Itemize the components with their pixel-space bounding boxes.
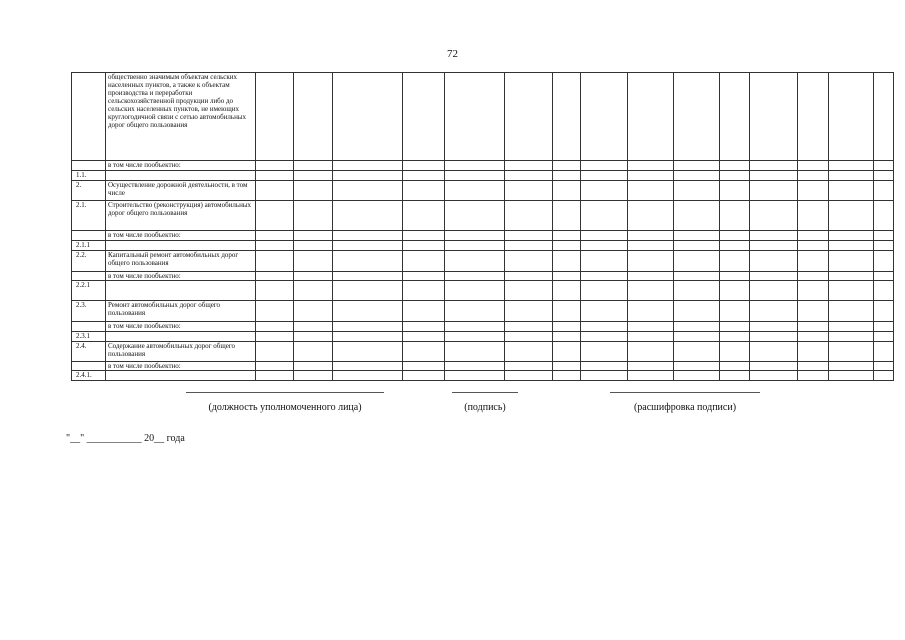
value-cell [403, 362, 445, 371]
value-cell [829, 332, 874, 342]
value-cell [553, 272, 581, 281]
value-cell [798, 171, 829, 181]
value-cell [720, 301, 750, 322]
value-cell [553, 342, 581, 362]
value-cell [581, 301, 628, 322]
table-row [72, 161, 894, 171]
row-number: 2.2. [72, 251, 106, 272]
value-cell [294, 272, 333, 281]
value-cell [720, 272, 750, 281]
value-cell [798, 322, 829, 332]
value-cell [256, 272, 294, 281]
value-cell [256, 362, 294, 371]
value-cell [874, 342, 894, 362]
table-row [72, 301, 894, 322]
value-cell [445, 342, 505, 362]
value-cell [720, 241, 750, 251]
value-cell [628, 362, 674, 371]
value-cell [720, 281, 750, 301]
value-cell [553, 371, 581, 381]
value-cell [750, 251, 798, 272]
value-cell [674, 342, 720, 362]
value-cell [874, 371, 894, 381]
value-cell [829, 281, 874, 301]
value-cell [553, 281, 581, 301]
value-cell [294, 371, 333, 381]
value-cell [628, 322, 674, 332]
row-description: Содержание автомобильных дорог общего пользования [106, 342, 256, 362]
value-cell [581, 241, 628, 251]
value-cell [256, 201, 294, 231]
value-cell [294, 161, 333, 171]
value-cell [445, 231, 505, 241]
signature-block [0, 392, 905, 422]
value-cell [829, 371, 874, 381]
value-cell [256, 73, 294, 161]
value-cell [403, 332, 445, 342]
value-cell [445, 161, 505, 171]
value-cell [798, 362, 829, 371]
value-cell [445, 171, 505, 181]
table-row [72, 231, 894, 241]
value-cell [674, 201, 720, 231]
value-cell [874, 241, 894, 251]
value-cell [505, 231, 553, 241]
value-cell [294, 241, 333, 251]
value-cell [829, 241, 874, 251]
value-cell [445, 332, 505, 342]
value-cell [674, 161, 720, 171]
value-cell [750, 231, 798, 241]
value-cell [256, 161, 294, 171]
value-cell [581, 171, 628, 181]
table-row [72, 332, 894, 342]
value-cell [333, 342, 403, 362]
value-cell [829, 362, 874, 371]
row-number: 2.4. [72, 342, 106, 362]
value-cell [628, 181, 674, 201]
report-table [71, 72, 894, 381]
value-cell [628, 241, 674, 251]
value-cell [294, 362, 333, 371]
value-cell [829, 201, 874, 231]
table-row [72, 371, 894, 381]
value-cell [256, 181, 294, 201]
position-line [186, 392, 384, 393]
value-cell [505, 371, 553, 381]
value-cell [445, 251, 505, 272]
date-line: "__" ___________ 20__ года [66, 433, 185, 444]
value-cell [874, 332, 894, 342]
value-cell [333, 161, 403, 171]
row-number [72, 362, 106, 371]
row-number: 2.4.1. [72, 371, 106, 381]
value-cell [553, 322, 581, 332]
value-cell [720, 322, 750, 332]
value-cell [798, 201, 829, 231]
value-cell [674, 73, 720, 161]
row-description: в том числе пообъектно: [106, 362, 256, 371]
value-cell [628, 161, 674, 171]
value-cell [628, 342, 674, 362]
value-cell [874, 73, 894, 161]
value-cell [750, 161, 798, 171]
value-cell [829, 342, 874, 362]
value-cell [874, 251, 894, 272]
value-cell [505, 332, 553, 342]
value-cell [798, 272, 829, 281]
value-cell [403, 181, 445, 201]
value-cell [750, 171, 798, 181]
value-cell [750, 332, 798, 342]
value-cell [553, 73, 581, 161]
value-cell [333, 371, 403, 381]
value-cell [333, 231, 403, 241]
value-cell [829, 171, 874, 181]
value-cell [445, 73, 505, 161]
value-cell [750, 73, 798, 161]
value-cell [294, 301, 333, 322]
value-cell [750, 281, 798, 301]
value-cell [505, 201, 553, 231]
value-cell [505, 73, 553, 161]
value-cell [294, 322, 333, 332]
value-cell [256, 301, 294, 322]
value-cell [403, 171, 445, 181]
value-cell [445, 272, 505, 281]
value-cell [674, 171, 720, 181]
value-cell [628, 231, 674, 241]
value-cell [256, 241, 294, 251]
value-cell [333, 301, 403, 322]
value-cell [798, 181, 829, 201]
value-cell [256, 251, 294, 272]
row-description: Капитальный ремонт автомобильных дорог общего пользования [106, 251, 256, 272]
page-number: 72 [447, 48, 458, 60]
value-cell [333, 201, 403, 231]
value-cell [403, 251, 445, 272]
value-cell [505, 272, 553, 281]
value-cell [256, 281, 294, 301]
table-row [72, 281, 894, 301]
value-cell [505, 171, 553, 181]
row-description: в том числе пообъектно: [106, 272, 256, 281]
value-cell [720, 371, 750, 381]
value-cell [256, 371, 294, 381]
value-cell [874, 201, 894, 231]
decoding-line [610, 392, 760, 393]
table-row [72, 181, 894, 201]
value-cell [553, 171, 581, 181]
value-cell [581, 251, 628, 272]
value-cell [403, 73, 445, 161]
value-cell [720, 251, 750, 272]
value-cell [750, 181, 798, 201]
value-cell [628, 371, 674, 381]
value-cell [445, 301, 505, 322]
row-description [106, 371, 256, 381]
value-cell [798, 251, 829, 272]
value-cell [256, 322, 294, 332]
value-cell [505, 301, 553, 322]
value-cell [798, 342, 829, 362]
value-cell [445, 201, 505, 231]
value-cell [505, 161, 553, 171]
value-cell [720, 231, 750, 241]
value-cell [553, 332, 581, 342]
row-number [72, 73, 106, 161]
value-cell [720, 161, 750, 171]
value-cell [874, 161, 894, 171]
value-cell [581, 322, 628, 332]
value-cell [628, 301, 674, 322]
table-row [72, 272, 894, 281]
value-cell [798, 231, 829, 241]
value-cell [333, 73, 403, 161]
row-number [72, 272, 106, 281]
value-cell [674, 181, 720, 201]
value-cell [874, 231, 894, 241]
row-number: 2.3. [72, 301, 106, 322]
row-description: в том числе пообъектно: [106, 322, 256, 332]
value-cell [750, 362, 798, 371]
value-cell [628, 201, 674, 231]
value-cell [874, 322, 894, 332]
signature-label: (подпись) [464, 402, 506, 413]
value-cell [445, 371, 505, 381]
value-cell [553, 241, 581, 251]
value-cell [581, 201, 628, 231]
value-cell [333, 362, 403, 371]
value-cell [674, 251, 720, 272]
value-cell [798, 241, 829, 251]
value-cell [403, 281, 445, 301]
row-number: 2.3.1 [72, 332, 106, 342]
value-cell [628, 171, 674, 181]
value-cell [720, 201, 750, 231]
value-cell [445, 322, 505, 332]
value-cell [294, 251, 333, 272]
value-cell [505, 342, 553, 362]
value-cell [874, 301, 894, 322]
value-cell [829, 301, 874, 322]
row-number: 2.1. [72, 201, 106, 231]
value-cell [750, 201, 798, 231]
value-cell [403, 241, 445, 251]
value-cell [256, 171, 294, 181]
table-row [72, 322, 894, 332]
position-label: (должность уполномоченного лица) [208, 402, 362, 413]
value-cell [581, 342, 628, 362]
value-cell [445, 362, 505, 371]
table-row [72, 171, 894, 181]
value-cell [750, 342, 798, 362]
value-cell [505, 362, 553, 371]
value-cell [333, 241, 403, 251]
table-row [72, 251, 894, 272]
row-description: Осуществление дорожной деятельности, в том числе [106, 181, 256, 201]
value-cell [581, 332, 628, 342]
value-cell [403, 301, 445, 322]
row-number [72, 322, 106, 332]
row-number [72, 161, 106, 171]
value-cell [333, 251, 403, 272]
value-cell [829, 231, 874, 241]
value-cell [829, 272, 874, 281]
value-cell [628, 73, 674, 161]
value-cell [581, 73, 628, 161]
value-cell [445, 181, 505, 201]
value-cell [333, 332, 403, 342]
value-cell [674, 322, 720, 332]
value-cell [505, 251, 553, 272]
value-cell [333, 171, 403, 181]
value-cell [874, 181, 894, 201]
value-cell [874, 272, 894, 281]
value-cell [333, 272, 403, 281]
value-cell [798, 332, 829, 342]
value-cell [750, 322, 798, 332]
value-cell [294, 73, 333, 161]
value-cell [581, 362, 628, 371]
table-row [72, 241, 894, 251]
value-cell [874, 362, 894, 371]
value-cell [403, 272, 445, 281]
value-cell [829, 73, 874, 161]
row-description: в том числе пообъектно: [106, 231, 256, 241]
value-cell [798, 371, 829, 381]
value-cell [628, 332, 674, 342]
value-cell [798, 281, 829, 301]
row-description [106, 171, 256, 181]
value-cell [256, 332, 294, 342]
value-cell [720, 362, 750, 371]
row-number: 2.1.1 [72, 241, 106, 251]
value-cell [505, 322, 553, 332]
value-cell [256, 231, 294, 241]
value-cell [829, 181, 874, 201]
value-cell [333, 281, 403, 301]
value-cell [294, 332, 333, 342]
value-cell [403, 322, 445, 332]
value-cell [674, 362, 720, 371]
value-cell [553, 161, 581, 171]
value-cell [403, 371, 445, 381]
value-cell [750, 272, 798, 281]
value-cell [798, 161, 829, 171]
row-description: общественно значимым объектам сельских населенных пунктов, а также к объектам производства и переработки сельскохозяйственной продукции либо до сельских населенных пунктов, не имеющих круглогодичной связи с сетью автомобильных дорог общего пользования [106, 73, 256, 161]
value-cell [674, 231, 720, 241]
value-cell [720, 171, 750, 181]
value-cell [505, 241, 553, 251]
value-cell [674, 332, 720, 342]
value-cell [294, 171, 333, 181]
value-cell [720, 181, 750, 201]
value-cell [403, 161, 445, 171]
value-cell [445, 241, 505, 251]
value-cell [553, 181, 581, 201]
value-cell [829, 322, 874, 332]
signature-line [452, 392, 518, 393]
value-cell [403, 201, 445, 231]
row-description: в том числе пообъектно: [106, 161, 256, 171]
row-description: Ремонт автомобильных дорог общего пользования [106, 301, 256, 322]
value-cell [674, 272, 720, 281]
row-description [106, 241, 256, 251]
value-cell [628, 281, 674, 301]
value-cell [553, 231, 581, 241]
value-cell [674, 371, 720, 381]
value-cell [829, 161, 874, 171]
table-row [72, 342, 894, 362]
value-cell [720, 342, 750, 362]
value-cell [403, 342, 445, 362]
value-cell [829, 251, 874, 272]
value-cell [628, 251, 674, 272]
value-cell [294, 201, 333, 231]
value-cell [674, 281, 720, 301]
table-row [72, 362, 894, 371]
value-cell [294, 342, 333, 362]
value-cell [581, 181, 628, 201]
value-cell [553, 251, 581, 272]
value-cell [581, 161, 628, 171]
value-cell [628, 272, 674, 281]
value-cell [505, 181, 553, 201]
value-cell [294, 281, 333, 301]
value-cell [720, 73, 750, 161]
value-cell [750, 371, 798, 381]
value-cell [256, 342, 294, 362]
value-cell [674, 301, 720, 322]
row-description [106, 281, 256, 301]
value-cell [750, 241, 798, 251]
row-number: 2. [72, 181, 106, 201]
value-cell [294, 181, 333, 201]
value-cell [874, 281, 894, 301]
value-cell [553, 301, 581, 322]
value-cell [553, 201, 581, 231]
value-cell [674, 241, 720, 251]
value-cell [581, 371, 628, 381]
value-cell [505, 281, 553, 301]
row-number: 1.1. [72, 171, 106, 181]
row-number [72, 231, 106, 241]
row-description [106, 332, 256, 342]
value-cell [333, 322, 403, 332]
value-cell [798, 73, 829, 161]
value-cell [553, 362, 581, 371]
value-cell [581, 231, 628, 241]
value-cell [445, 281, 505, 301]
row-description: Строительство (реконструкция) автомобильных дорог общего пользования [106, 201, 256, 231]
value-cell [294, 231, 333, 241]
table-row [72, 201, 894, 231]
decoding-label: (расшифровка подписи) [633, 402, 737, 413]
value-cell [798, 301, 829, 322]
value-cell [874, 171, 894, 181]
value-cell [581, 281, 628, 301]
row-number: 2.2.1 [72, 281, 106, 301]
value-cell [333, 181, 403, 201]
table-row [72, 73, 894, 161]
value-cell [403, 231, 445, 241]
value-cell [750, 301, 798, 322]
value-cell [581, 272, 628, 281]
value-cell [720, 332, 750, 342]
